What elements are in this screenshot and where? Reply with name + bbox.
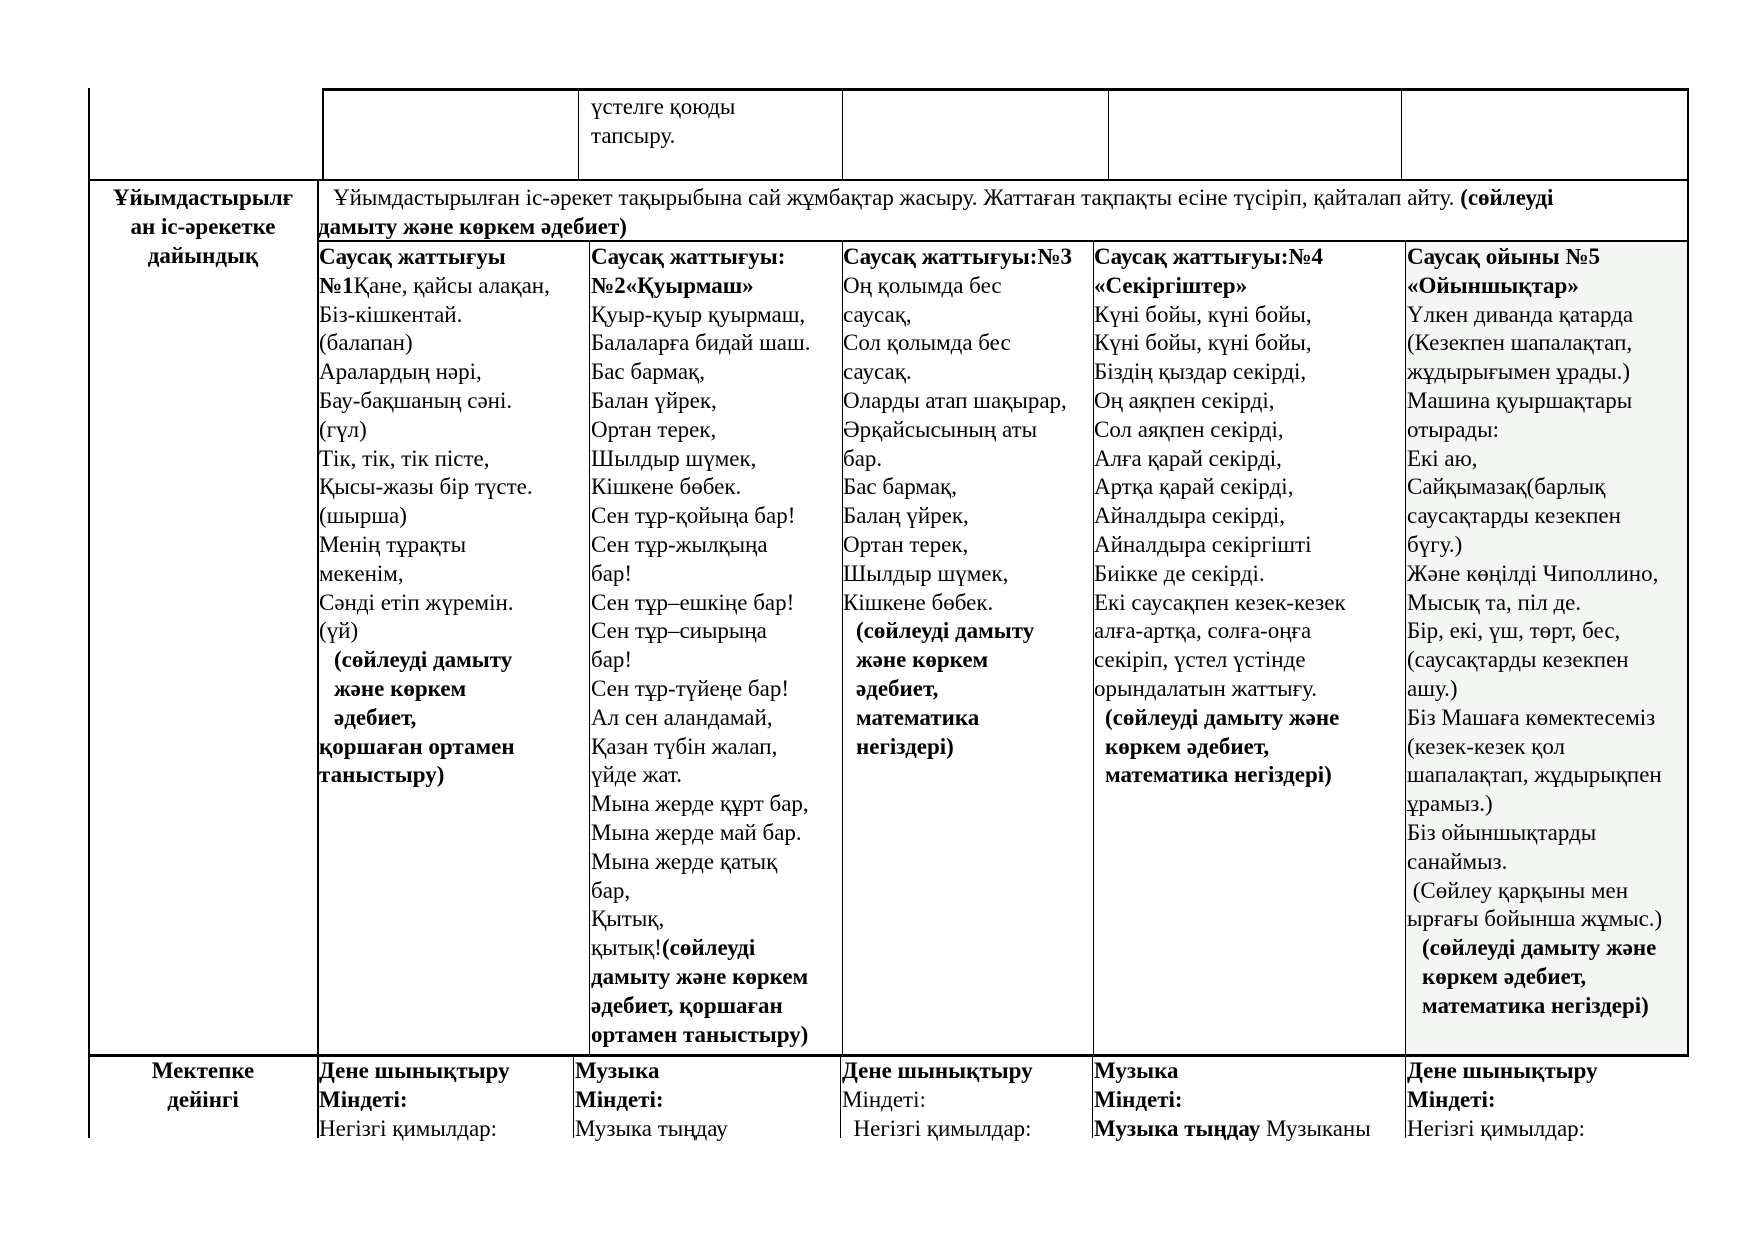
prep-row-label: [92, 184, 314, 270]
subject-title: Дене шынықтыру: [1407, 1058, 1598, 1083]
text-line: Оң аяқпен секірді,: [1094, 387, 1275, 413]
text-line: Біздің қыздар секірді,: [1094, 359, 1307, 385]
exercise-title: «Секіргіштер»: [1094, 272, 1248, 298]
task-label: Міндеті:: [575, 1086, 664, 1112]
text-line: үстелге қоюды: [591, 94, 736, 119]
subject-line: қоршаған ортамен: [319, 733, 515, 759]
text-line: Биікке де секірді.: [1094, 560, 1265, 586]
school-cell-2: [575, 1057, 728, 1143]
text-line: алға-артқа, солға-оңға: [1094, 618, 1312, 644]
subject-line: және көркем: [856, 647, 989, 673]
text-line: Әрқайсысының аты: [843, 416, 1038, 442]
text-line: Біз Машаға көмектесеміз: [1407, 704, 1656, 730]
text-line: Және көңілді Чиполлино,: [1407, 560, 1659, 586]
text-line: үйде жат.: [591, 762, 683, 788]
text-line: бүгу.): [1407, 531, 1463, 557]
grid-line: [589, 241, 590, 1056]
text-line: (балапан): [319, 330, 413, 356]
text-line: отырады:: [1407, 416, 1499, 442]
subject-line: ортамен таныстыру): [591, 1021, 809, 1047]
school-row-label: [92, 1057, 314, 1115]
label-line: Мектепке: [151, 1058, 255, 1083]
text-line: Шылдыр шүмек,: [843, 560, 1009, 586]
text-line: Қуыр-қуыр қуырмаш,: [591, 301, 806, 327]
last-line-text: қытық!: [591, 935, 662, 961]
text-line: Артқа қарай секірді,: [1094, 474, 1294, 500]
subject-line: математика негіздері): [1422, 992, 1649, 1018]
grid-line: [1092, 1056, 1093, 1138]
text-line: Күні бойы, күні бойы,: [1094, 330, 1312, 356]
text-line: Біз-кішкентай.: [319, 301, 463, 327]
last-line-bold: (сөйлеуді: [661, 935, 756, 961]
grid-line: [88, 179, 1689, 181]
text-line: Ортан терек,: [843, 531, 969, 557]
text-line: Балаң үйрек,: [843, 503, 969, 529]
text-line: Сен тұр–сиырыңа: [591, 618, 767, 644]
text-line: саусақтарды кезекпен: [1407, 503, 1621, 529]
text-line: Кішкене бөбек.: [591, 474, 742, 500]
subject-line: әдебиет, қоршаған: [591, 992, 783, 1018]
school-cell-5: [1407, 1057, 1598, 1143]
top-row-cell-text: [591, 93, 735, 151]
intro-line: [318, 184, 1553, 213]
text-line: ұрамыз.): [1407, 791, 1493, 817]
text-line: Сәнді етіп жүремін.: [319, 589, 514, 615]
text-line: бар,: [591, 877, 631, 903]
text-line: (гүл): [319, 416, 367, 442]
text-line: Негізгі қимылдар:: [1407, 1115, 1586, 1141]
task-label: Міндеті:: [1407, 1086, 1496, 1112]
text-line: тапсыру.: [591, 122, 676, 148]
text-line: (үй): [319, 618, 359, 644]
text-line: Екі аю,: [1407, 445, 1478, 471]
text-line: Алға қарай секірді,: [1094, 445, 1282, 471]
text-line: Сен тұр-түйеңе бар!: [591, 675, 790, 701]
text-line: Аралардың нәрі,: [319, 359, 482, 385]
subject-line: әдебиет,: [856, 675, 939, 701]
text-line: санаймыз.: [1407, 848, 1508, 874]
subject-line: әдебиет,: [334, 704, 417, 730]
school-cell-3: [842, 1057, 1033, 1143]
exercise-title: Саусақ жаттығуы: [319, 244, 506, 269]
grid-line: [1405, 241, 1406, 1056]
text-line: Үлкен диванда қатарда: [1407, 301, 1634, 327]
text-line: Күні бойы, күні бойы,: [1094, 301, 1312, 327]
text-line: Сен тұр-қойыңа бар!: [591, 503, 796, 529]
school-cell-4: [1094, 1057, 1371, 1143]
grid-line: [322, 88, 324, 180]
grid-line: [578, 88, 579, 180]
grid-line: [1108, 88, 1109, 180]
text-line: Оң қолымда бес: [843, 272, 1002, 298]
subject-line: таныстыру): [319, 762, 445, 788]
intro-text: Ұйымдастырылған іс-әрекет тақырыбына сай жұмбақтар жасыру. Жаттаған тақпақты есіне түсіріп, қайталап айту.: [333, 185, 1461, 210]
text-line: Балан үйрек,: [591, 387, 717, 413]
text-line: Сайқымазақ(барлық: [1407, 474, 1606, 500]
exercise-title: «Ойыншықтар»: [1407, 272, 1579, 298]
task-label: Міндеті:: [1094, 1086, 1183, 1112]
text-line: Менің тұрақты: [319, 531, 467, 557]
table-border-left: [88, 88, 90, 1138]
subject-line: көркем әдебиет,: [1422, 963, 1587, 989]
label-line: ан іс-әрекетке: [130, 213, 276, 239]
text-line: Айналдыра секірді,: [1094, 503, 1286, 529]
text-line: бар!: [591, 647, 633, 673]
text-line: Мына жерде құрт бар,: [591, 791, 809, 817]
exercise-first-line: Қане, қайсы алақан,: [353, 272, 550, 298]
subject-line: (сөйлеуді дамыту: [856, 618, 1035, 644]
exercise-title: Саусақ жаттығуы:№4: [1094, 244, 1324, 269]
grid-line: [842, 88, 843, 180]
text-line: Шылдыр шүмек,: [591, 445, 757, 471]
table-border-top: [322, 88, 1687, 91]
text-line: Негізгі қимылдар:: [842, 1115, 1032, 1141]
text-line: Бас бармақ,: [843, 474, 957, 500]
text-line: (Кезекпен шапалақтап,: [1407, 330, 1633, 356]
text-line: ырғағы бойынша жұмыс.): [1407, 906, 1663, 932]
text-line: (саусақтарды кезекпен: [1407, 647, 1629, 673]
label-line: дайындық: [147, 242, 259, 268]
text-line: (Сөйлеу қарқыны мен: [1407, 877, 1629, 903]
text-line: Оларды атап шақырар,: [843, 387, 1067, 413]
text-line: Екі саусақпен кезек-кезек: [1094, 589, 1346, 615]
text-line: Балаларға бидай шаш.: [591, 330, 811, 356]
text-line: Негізгі қимылдар:: [319, 1115, 498, 1141]
exercise-title: Саусақ жаттығуы:№3: [843, 244, 1073, 269]
text-line: мекенім,: [319, 560, 404, 586]
exercise-title: Саусақ ойыны №5: [1407, 244, 1601, 269]
text-line: Мына жерде май бар.: [591, 819, 802, 845]
subject-line: (сөйлеуді дамыту және: [1105, 704, 1340, 730]
subject-title: Дене шынықтыру: [319, 1058, 510, 1083]
exercise-title: Саусақ жаттығуы:: [591, 244, 786, 269]
text-line: Мына жерде қатық: [591, 848, 778, 874]
subject-line: математика: [856, 704, 980, 730]
text-line: Музыка тыңдау: [575, 1115, 728, 1141]
intro-line: дамыту және көркем әдебиет): [318, 213, 627, 239]
label-line: дейінгі: [167, 1086, 239, 1112]
subject-line: математика негіздері): [1105, 762, 1332, 788]
text-line: (шырша): [319, 503, 407, 529]
subject-line: көркем әдебиет,: [1105, 733, 1270, 759]
text-line: [1094, 1115, 1371, 1144]
text-line: (кезек-кезек қол: [1407, 733, 1566, 759]
subject-line: (сөйлеуді дамыту және: [1422, 935, 1657, 961]
label-line: Ұйымдастырылғ: [112, 185, 294, 210]
exercise-number: №1: [319, 272, 354, 298]
grid-line: [573, 1056, 574, 1138]
text-line: Қазан түбін жалап,: [591, 733, 778, 759]
table-border-right: [1687, 88, 1689, 1056]
text-line: Қысы-жазы бір түсте.: [319, 474, 533, 500]
exercise-title: №2«Қуырмаш»: [591, 272, 754, 298]
text-line: Ал сен аландамай,: [591, 704, 773, 730]
text-line: Тік, тік, тік пісте,: [319, 445, 490, 471]
subject-title: Дене шынықтыру: [842, 1058, 1033, 1083]
text-line: шапалақтап, жұдырықпен: [1407, 762, 1662, 788]
text-line: [591, 934, 810, 963]
text-line: орындалатын жаттығу.: [1094, 675, 1317, 701]
grid-line: [1405, 1056, 1406, 1138]
exercise-title-line: [319, 272, 550, 301]
subject-line: негіздері): [856, 733, 954, 759]
text-line: секіріп, үстел үстінде: [1094, 647, 1306, 673]
exercise-cell-1: [319, 243, 550, 790]
text-line: Ортан терек,: [591, 416, 717, 442]
text-line: Сол аяқпен секірді,: [1094, 416, 1284, 442]
text-line: Бас бармақ,: [591, 359, 705, 385]
text-line: саусақ,: [843, 301, 912, 327]
exercise-cell-2: [591, 243, 810, 1049]
text-line: Сен тұр-жылқыңа: [591, 531, 768, 557]
text-line: ашу.): [1407, 675, 1458, 701]
text-line: Кішкене бөбек.: [843, 589, 994, 615]
exercise-cell-4: [1094, 243, 1346, 790]
intro-bold: (сөйлеуді: [1460, 185, 1554, 210]
text-line: саусақ.: [843, 359, 912, 385]
text-line: Бау-бақшаның сәні.: [319, 387, 513, 413]
text-line: Қытық,: [591, 906, 665, 932]
subject-line: (сөйлеуді дамыту: [334, 647, 513, 673]
text-line: Біз ойыншықтарды: [1407, 819, 1597, 845]
text-line: бар.: [843, 445, 883, 471]
subject-title: Музыка: [1094, 1058, 1179, 1083]
text-line: жұдырығымен ұрады.): [1407, 359, 1630, 385]
text-line: Сол қолымда бес: [843, 330, 1011, 356]
task-label: Міндеті:: [842, 1086, 926, 1112]
exercise-cell-3: [843, 243, 1072, 761]
text-normal: Музыканы: [1260, 1115, 1371, 1141]
text-line: бар!: [591, 560, 633, 586]
grid-line: [1401, 88, 1402, 180]
prep-intro-text: [318, 184, 1553, 242]
text-line: Бір, екі, үш, төрт, бес,: [1407, 618, 1621, 644]
text-line: Мысық та, піл де.: [1407, 589, 1582, 615]
subject-line: дамыту және көркем: [591, 963, 809, 989]
text-line: Машина қуыршақтары: [1407, 387, 1633, 413]
text-line: Сен тұр–ешкіңе бар!: [591, 589, 795, 615]
subject-title: Музыка: [575, 1058, 660, 1083]
exercise-cell-5: [1407, 243, 1662, 1021]
grid-line: [840, 1056, 841, 1138]
text-bold: Музыка тыңдау: [1094, 1115, 1261, 1141]
school-cell-1: [319, 1057, 510, 1143]
text-line: Айналдыра секіргішті: [1094, 531, 1312, 557]
subject-line: және көркем: [334, 675, 467, 701]
task-label: Міндеті:: [319, 1086, 408, 1112]
